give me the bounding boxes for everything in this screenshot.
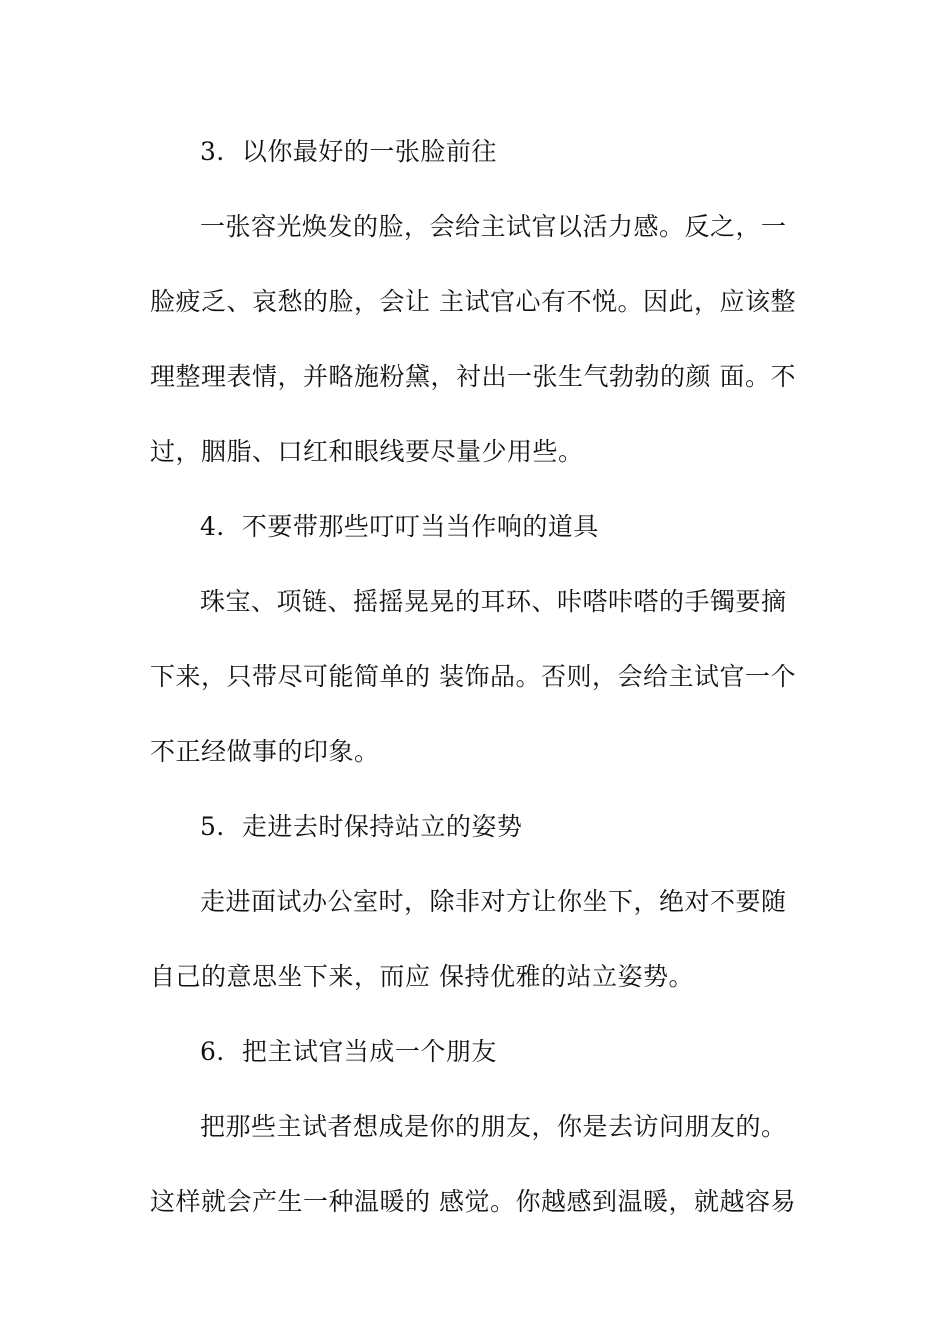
- heading-4: 4．不要带那些叮叮当当作响的道具: [200, 512, 599, 541]
- paragraph-line: 这样就会产生一种温暖的 感觉。你越感到温暖，就越容易: [150, 1187, 796, 1216]
- heading-3: 3．以你最好的一张脸前往: [200, 137, 497, 166]
- paragraph-line: 珠宝、项链、摇摇晃晃的耳环、咔嗒咔嗒的手镯要摘: [200, 587, 787, 616]
- heading-5: 5．走进去时保持站立的姿势: [200, 812, 523, 841]
- paragraph-line: 脸疲乏、哀愁的脸，会让 主试官心有不悦。因此，应该整: [150, 287, 796, 316]
- paragraph-line: 自己的意思坐下来，而应 保持优雅的站立姿势。: [150, 962, 694, 991]
- paragraph-line: 走进面试办公室时，除非对方让你坐下，绝对不要随: [200, 887, 787, 916]
- paragraph-line: 一张容光焕发的脸，会给主试官以活力感。反之，一: [200, 212, 787, 241]
- paragraph-line: 不正经做事的印象。: [150, 737, 380, 766]
- heading-6: 6．把主试官当成一个朋友: [200, 1037, 497, 1066]
- paragraph-line: 理整理表情，并略施粉黛，衬出一张生气勃勃的颜 面。不: [150, 362, 796, 391]
- paragraph-line: 把那些主试者想成是你的朋友，你是去访问朋友的。: [200, 1112, 787, 1141]
- paragraph-line: 下来，只带尽可能简单的 装饰品。否则，会给主试官一个: [150, 662, 796, 691]
- paragraph-line: 过，胭脂、口红和眼线要尽量少用些。: [150, 437, 584, 466]
